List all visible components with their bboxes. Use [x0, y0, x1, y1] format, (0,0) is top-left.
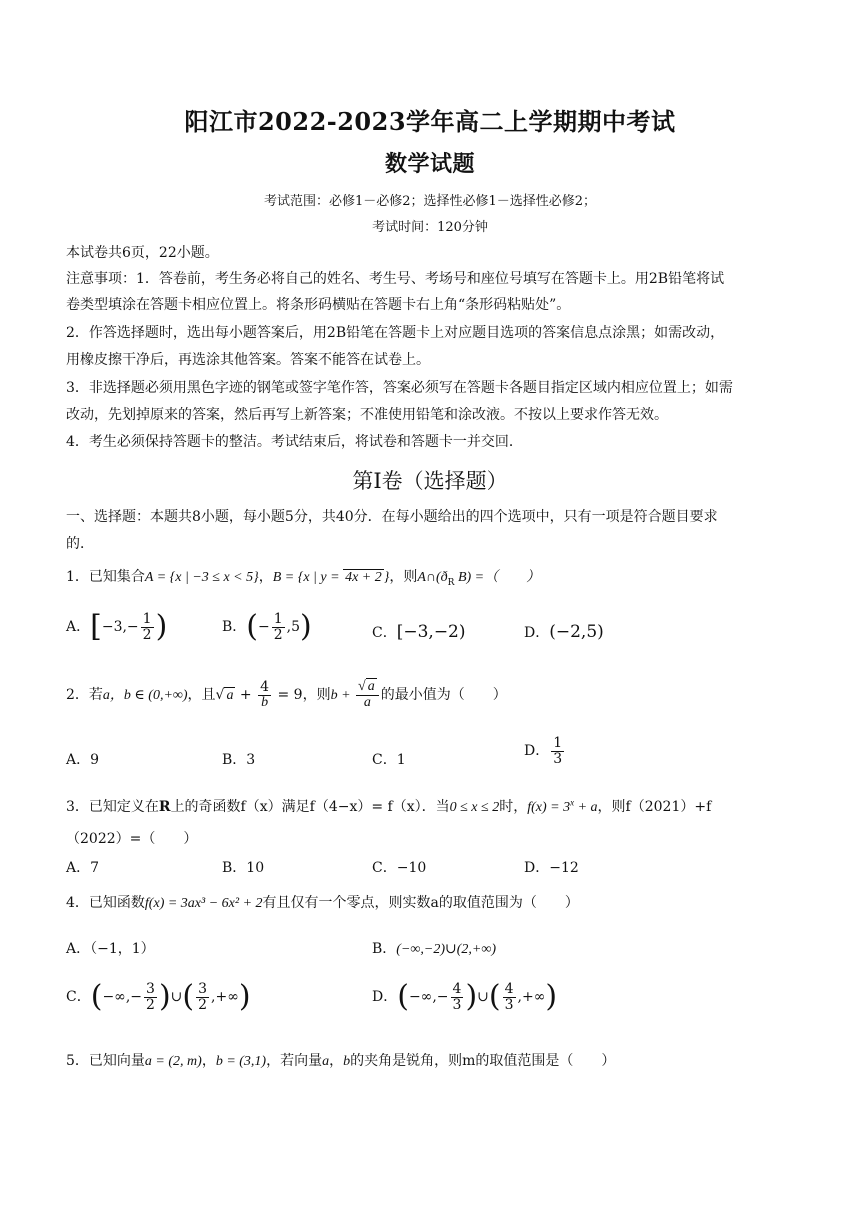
q5-vector-a: a = (2, m): [144, 1054, 202, 1069]
question-1: [66, 566, 796, 588]
q4-option-a: A．（−1，1）: [66, 941, 155, 957]
q5-a: a: [322, 1054, 330, 1069]
q1-option-d: [524, 622, 604, 642]
option-value: [−3,−2): [396, 622, 466, 642]
q4-option-d: D．(−∞,− $\frac{4}{3}$ )∪( $\frac{4}{3}$ ,+∞): [372, 979, 558, 1015]
option-label: D．: [372, 989, 398, 1006]
frac-denominator: 2: [142, 626, 152, 643]
note-line: 注意事项：1．答卷前，考生务必将自己的姓名、考生号、考场号和座位号填写在答题卡上。用2B铅笔将试: [66, 271, 725, 287]
q3-text: ，则f（2021）+f: [597, 799, 712, 815]
q2-plus: +: [235, 687, 257, 704]
q5-text: ，若向量: [266, 1053, 323, 1069]
frac-denominator: 2: [146, 996, 155, 1013]
frac-numerator: 4: [452, 981, 462, 997]
note-line: 3．非选择题必须用黑色字迹的钢笔或签字笔作答，答案必须写在答题卡各题目指定区域内相应位置上；如需: [66, 380, 733, 396]
question-3: [66, 796, 796, 816]
note-line: 卷类型填涂在答题卡相应位置上。将条形码横贴在答题卡右上角“条形码粘贴处”。: [66, 297, 571, 313]
q2-option-a: A．9: [66, 752, 100, 768]
q3-option-c: C．−10: [372, 860, 427, 876]
q5-vector-b: b = (3,1): [215, 1054, 267, 1069]
q5-prefix: 5．已知向量: [66, 1053, 145, 1069]
option-label: D．: [524, 743, 550, 760]
q3-text: 3．已知定义在: [66, 799, 159, 815]
frac-denominator: b: [261, 694, 269, 710]
section-intro: 一、选择题：本题共8小题，每小题5分，共40分．在每小题给出的四个选项中，只有一项是符合题目要求: [66, 509, 718, 525]
frac-denominator: 3: [504, 996, 514, 1013]
option-value: −∞,−: [102, 989, 143, 1006]
frac-denominator: 3: [553, 750, 563, 767]
section-intro: 的．: [66, 536, 94, 552]
option-value: −3,−: [101, 619, 139, 636]
option-value: ,+∞: [211, 989, 239, 1006]
frac-numerator: 1: [142, 611, 152, 627]
q3-exponent: x: [570, 797, 575, 808]
section-title: 第I卷（选择题）: [352, 469, 508, 493]
question-3-cont: （2022）=（ ）: [66, 831, 198, 847]
frac-denominator: 2: [198, 996, 208, 1013]
q4-option-c: C．(−∞,− $\frac{3}{2}$ )∪( $\frac{3}{2}$ ,+∞): [66, 979, 251, 1015]
frac-numerator: 1: [553, 735, 563, 751]
option-label: A．: [66, 619, 91, 636]
q3-text: 时，: [499, 799, 528, 815]
question-5: [66, 1050, 796, 1070]
q1-option-a: A．[−3,− $\frac{1}{2}$ ): [66, 609, 168, 645]
exam-title: 阳江市2022-2023学年高二上学期期中考试: [184, 107, 676, 136]
frac-numerator: 1: [273, 611, 283, 627]
q2-option-d: [524, 736, 566, 766]
option-value: (−∞,−2)∪(2,+∞): [396, 942, 496, 957]
q2-tail: 的最小值为（ ）: [380, 687, 507, 704]
note-line: 改动，先划掉原来的答案，然后再写上新答案；不准使用铅笔和涂改液。不按以上要求作答无效。: [66, 407, 668, 423]
q5-b: b: [343, 1054, 351, 1069]
q1-expression: A∩(ð: [417, 570, 448, 585]
q3-function-tail: + a: [574, 800, 598, 815]
q2-then: ，则: [302, 687, 331, 704]
option-label: C．: [66, 989, 91, 1006]
exam-time: 考试时间：120分钟: [372, 220, 488, 235]
frac-denominator: 3: [452, 996, 462, 1013]
option-value: ,5: [286, 619, 301, 636]
q1-set-b: B = {x | y =: [272, 570, 344, 585]
q2-radicand: a: [226, 688, 234, 704]
option-label: C．: [372, 625, 397, 641]
q5-sep: ，: [201, 1053, 216, 1069]
option-label: B．: [222, 619, 247, 636]
option-value: ,+∞: [517, 989, 546, 1006]
question-2: 2．若a，b ∈ (0,+∞)，且√ a + $\frac{4}{b}$ = 9，则b + $\frac{√ a}{a}$ 的最小值为（ ）: [66, 679, 507, 710]
q1-option-b: B．(− $\frac{1}{2}$ ,5): [222, 609, 312, 645]
q4-function: f(x) = 3ax³ − 6x² + 2: [144, 896, 263, 911]
q4-text: 有且仅有一个零点，则实数a的取值范围为（ ）: [262, 895, 579, 911]
q1-radicand: 4x + 2: [345, 570, 382, 585]
q1-subscript: R: [447, 577, 455, 588]
option-value: −∞,−: [408, 989, 449, 1006]
frac-denominator: 2: [273, 626, 283, 643]
q5-comma: ，: [329, 1053, 344, 1069]
q3-option-a: A．7: [66, 860, 100, 876]
q3-option-d: D．−12: [524, 860, 579, 876]
union-symbol: ∪: [170, 989, 183, 1006]
q1-option-c: [372, 622, 466, 642]
q2-prefix: 2．若: [66, 687, 103, 704]
q3-condition: 0 ≤ x ≤ 2: [449, 800, 500, 815]
q3-real-set: R: [158, 799, 171, 815]
union-symbol: ∪: [477, 989, 489, 1006]
q1-then: ，则: [389, 569, 418, 585]
q4-prefix: 4．已知函数: [66, 895, 145, 911]
exam-scope: 考试范围：必修1－必修2；选择性必修1－选择性必修2；: [263, 194, 597, 209]
frac-numerator: a: [367, 679, 375, 694]
note-line: 本试卷共6页，22小题。: [66, 245, 219, 261]
frac-numerator: 3: [198, 981, 208, 997]
q2-option-c: C．1: [372, 752, 406, 768]
question-4: [66, 892, 796, 912]
note-line: 用橡皮擦干净后，再选涂其他答案。答案不能答在试卷上。: [66, 352, 430, 368]
frac-numerator: 4: [260, 679, 270, 695]
q1-prefix: 1．已知集合: [66, 569, 145, 585]
q1-set-a: A = {x | −3 ≤ x < 5}: [144, 570, 259, 585]
exam-subtitle: 数学试题: [384, 151, 475, 177]
q2-option-b: B．3: [222, 752, 256, 768]
option-value: −: [258, 619, 270, 636]
option-value: (−2,5): [549, 622, 604, 642]
q3-option-b: B．10: [222, 860, 265, 876]
frac-numerator: 3: [146, 981, 155, 997]
q1-close-brace: }: [383, 570, 390, 585]
option-label: B．: [372, 941, 397, 957]
q2-equals: = 9: [273, 687, 303, 704]
option-label: D．: [524, 625, 550, 641]
q5-text: 的夹角是锐角，则m的取值范围是（ ）: [350, 1053, 616, 1069]
frac-denominator: a: [363, 694, 371, 710]
q1-comma: ，: [258, 569, 273, 585]
q3-text: 上的奇函数f（x）满足f（4−x）= f（x）．当: [170, 799, 450, 815]
q1-expression-tail: B) =（ ）: [454, 570, 541, 585]
note-line: 4．考生必须保持答题卡的整洁。考试结束后，将试卷和答题卡一并交回．: [66, 434, 523, 450]
note-line: 2．作答选择题时，选出每小题答案后，用2B铅笔在答题卡上对应题目选项的答案信息点涂黑；如需改动，: [66, 325, 725, 341]
q2-and: ，且: [187, 687, 216, 704]
q3-function: f(x) = 3: [527, 800, 571, 815]
q2-vars: a，b ∈ (0,+∞): [102, 688, 188, 704]
q4-option-b: [372, 938, 496, 958]
q2-expr: b +: [330, 688, 355, 704]
frac-numerator: 4: [504, 981, 514, 997]
